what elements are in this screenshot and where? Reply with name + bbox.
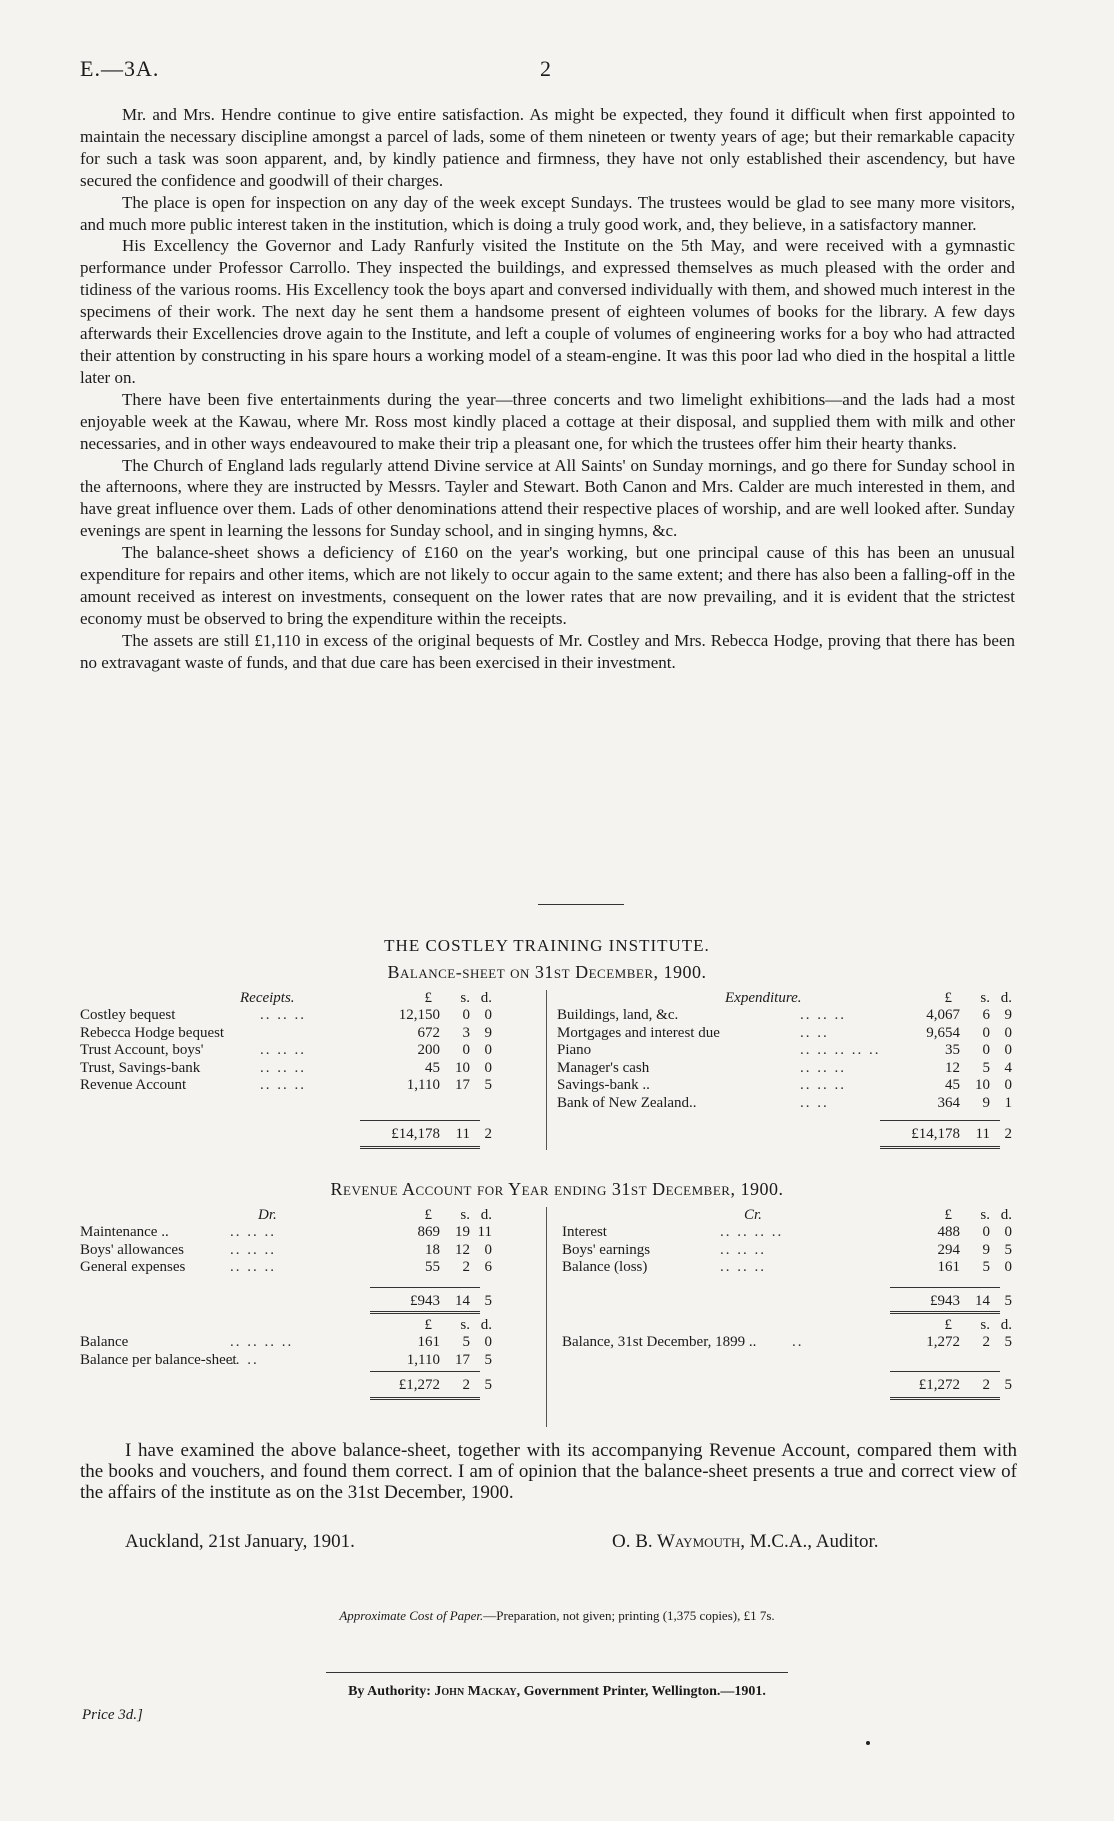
balance-credit-row-label: Balance, 31st December, 1899 ..: [562, 1334, 757, 1350]
authority-suffix: , Government Printer, Wellington.—1901.: [516, 1684, 766, 1699]
balance-debit-row-pounds: 161: [417, 1334, 440, 1350]
receipt-row-pounds: 45: [425, 1059, 440, 1076]
expenditure-row-label: Mortgages and interest due: [557, 1024, 720, 1041]
pounds-column-head: £: [944, 990, 952, 1006]
credit-row-pence: 0: [1004, 1224, 1012, 1240]
debit-row-pounds: 55: [425, 1259, 440, 1275]
expenditure-row-pence: 1: [1004, 1094, 1012, 1111]
credit-row-shillings: 9: [982, 1241, 990, 1258]
debit-row-label: Maintenance ..: [80, 1224, 169, 1240]
receipt-row-pence: 0: [484, 1042, 492, 1058]
credit-row-leader: .. .. ..: [720, 1241, 766, 1258]
debit-row-shillings: 2: [462, 1259, 470, 1275]
debit-row-shillings: 19: [455, 1224, 470, 1240]
paragraph: The balance-sheet shows a deficiency of £160 on the year's working, but one principal cause of this has been an unusual expenditure for repairs and other items, which are not likely to occur again to the same extent; and there has also been a falling-off in the amount received as interest on investments, consequent on the lower rates that are now prevailing, and it is evident that the strictest economy must be observed to bring the expenditure within the receipts.: [80, 543, 1015, 628]
expenditure-row-leader: .. ..: [800, 1094, 829, 1111]
pounds-column-head: £: [424, 990, 432, 1006]
receipt-row-shillings: 0: [462, 1042, 470, 1058]
printer-imprint: [0, 1684, 1114, 1700]
receipts-heading: Receipts.: [240, 990, 295, 1006]
printer-name: John Mackay: [434, 1684, 517, 1699]
subtotal-rule-right: [880, 1120, 1000, 1121]
expenditure-row-pence: 9: [1004, 1007, 1012, 1023]
receipt-row-leader: .. .. ..: [260, 1077, 306, 1093]
expenditure-row-leader: .. .. ..: [800, 1077, 846, 1093]
debit-row-shillings: 12: [455, 1241, 470, 1258]
balance-debit-row-label: Balance per balance-sheet: [80, 1351, 237, 1368]
credit-heading: Cr.: [744, 1207, 762, 1223]
receipt-row-leader: .. .. ..: [260, 1059, 306, 1076]
section-divider: [538, 904, 624, 905]
receipt-row-leader: .. .. ..: [260, 1042, 306, 1058]
balance-debit-row-pence: 5: [484, 1351, 492, 1368]
pounds-column-head: £: [424, 1317, 432, 1333]
balance-debit-row-label: Balance: [80, 1334, 129, 1350]
paragraph: There have been five entertainments during the year—three concerts and two limelight exhibitions—and the lads had a most enjoyable week at the Kawau, where Mr. Ross most kindly placed a cottage at their disposal, and supplied them with milk and other necessaries, and in other ways endeavoured to make their trip a pleasant one, for which the trustees offer him their hearty thanks.: [80, 389, 1015, 453]
shillings-column-head: s.: [460, 1317, 470, 1333]
balance-debit-row-shillings: 17: [455, 1351, 470, 1368]
credit-row-pence: 0: [1004, 1259, 1012, 1275]
print-speck: [866, 1741, 870, 1745]
cost-text: —Preparation, not given; printing (1,375 copies), £1 7s.: [483, 1608, 775, 1623]
pounds-column-head: £: [424, 1207, 432, 1223]
expenditure-total-shillings: 11: [975, 1126, 990, 1142]
expenditure-row-shillings: 10: [975, 1077, 990, 1093]
credits-total-pence: 5: [1004, 1293, 1012, 1309]
receipt-row-pence: 5: [484, 1077, 492, 1093]
document-reference: E.—3A.: [80, 56, 160, 81]
debit-row-pounds: 18: [425, 1241, 440, 1258]
shillings-column-head: s.: [980, 1207, 990, 1223]
receipt-row-label: Trust, Savings-bank: [80, 1059, 201, 1076]
receipt-row-shillings: 3: [462, 1024, 470, 1041]
receipt-row-label: Costley bequest: [80, 1007, 176, 1023]
credit-row-shillings: 0: [982, 1224, 990, 1240]
paragraph: His Excellency the Governor and Lady Ranfurly visited the Institute on the 5th May, and were received with a gymnastic performance under Professor Carrollo. They inspected the buildings, and expressed themselves as much pleased with the order and tidiness of the various rooms. His Excellency took the boys apart and conversed individually with them, and showed much interest in the specimens of their work. The next day he sent them a handsome present of eighteen volumes of books for the library. A few days afterwards their Excellencies drove again to the Institute, and left a couple of volumes of engineering works for a boy who had attracted their attention by constructing in his spare hours a working model of a steam-engine. It was this poor lad who died in the hospital a little later on.: [80, 236, 1015, 387]
expenditure-row-leader: .. .. ..: [800, 1059, 846, 1076]
expenditure-row-pounds: 45: [945, 1077, 960, 1093]
shillings-column-head: s.: [980, 1317, 990, 1333]
shillings-column-head: s.: [460, 1207, 470, 1223]
expenditure-row-shillings: 6: [982, 1007, 990, 1023]
receipt-row-shillings: 0: [462, 1007, 470, 1023]
debit-row-leader: .. .. ..: [230, 1241, 276, 1258]
debit-row-pence: 6: [484, 1259, 492, 1275]
auditor-certificate: [80, 1440, 1017, 1503]
receipts-total-pence: 2: [484, 1126, 492, 1142]
total-rule-right: [880, 1146, 1000, 1149]
expenditure-row-pounds: 4,067: [926, 1007, 960, 1023]
receipt-row-pounds: 12,150: [398, 1007, 440, 1023]
expenditure-row-pounds: 364: [937, 1094, 960, 1111]
receipt-row-shillings: 10: [455, 1059, 470, 1076]
receipt-row-pounds: 1,110: [406, 1077, 440, 1093]
credit-row-pounds: 488: [937, 1224, 960, 1240]
balance-debit-row-leader: .. ..: [230, 1351, 259, 1368]
institute-title: THE COSTLEY TRAINING INSTITUTE.: [384, 936, 710, 955]
footer-rule: [326, 1672, 788, 1673]
shillings-column-head: s.: [980, 990, 990, 1006]
debits-total-pounds: £943: [410, 1293, 440, 1309]
expenditure-row-pence: 4: [1004, 1059, 1012, 1076]
shillings-column-head: s.: [460, 990, 470, 1006]
credit-row-pence: 5: [1004, 1241, 1012, 1258]
cost-label: Approximate Cost of Paper.: [339, 1608, 484, 1623]
credit-row-label: Balance (loss): [562, 1259, 648, 1275]
subtotal-rule-left-2: [370, 1371, 480, 1372]
expenditure-row-label: Buildings, land, &c.: [557, 1007, 679, 1023]
debit-row-pounds: 869: [417, 1224, 440, 1240]
receipt-row-pounds: 672: [417, 1024, 440, 1041]
receipt-row-shillings: 17: [455, 1077, 470, 1093]
balance-debit-row-pence: 0: [484, 1334, 492, 1350]
revenue-account-table: [80, 1207, 1015, 1427]
balance-debit-row-pounds: 1,110: [406, 1351, 440, 1368]
expenditure-row-pounds: 9,654: [926, 1024, 960, 1041]
expenditure-row-label: Piano: [557, 1042, 592, 1058]
expenditure-row-leader: .. .. .. .. ..: [800, 1042, 881, 1058]
subtotal-rule-left: [370, 1287, 480, 1288]
balance-sheet-table: [80, 990, 1015, 1150]
receipts-total-shillings: 11: [455, 1126, 470, 1142]
expenditure-row-pence: 0: [1004, 1024, 1012, 1041]
subtotal-rule-left: [360, 1120, 480, 1121]
expenditure-row-shillings: 0: [982, 1024, 990, 1041]
auditor-title: , M.C.A., Auditor.: [740, 1531, 879, 1552]
balance-sheet-title: Balance-sheet on 31st December, 1900.: [387, 962, 707, 982]
receipt-row-label: Rebecca Hodge bequest: [80, 1024, 225, 1041]
credit-row-shillings: 5: [982, 1259, 990, 1275]
credits-total-pounds: £943: [930, 1293, 960, 1309]
paragraph: The assets are still £1,110 in excess of the original bequests of Mr. Costley and Mrs. Rebecca Hodge, proving that there has been no extravagant waste of funds, and that due care has been exercised in their investment.: [80, 630, 1015, 672]
balance-credit-row-pence: 5: [1004, 1334, 1012, 1350]
revenue-account-title: Revenue Account for Year ending 31st December, 1900.: [330, 1179, 784, 1199]
balance-credit-row-shillings: 2: [982, 1334, 990, 1350]
total-rule-left: [370, 1311, 480, 1314]
balance-credits-total-pence: 5: [1004, 1377, 1012, 1393]
debit-heading: Dr.: [258, 1207, 277, 1223]
balance-debits-total-shillings: 2: [462, 1377, 470, 1393]
expenditure-total-pence: 2: [1004, 1126, 1012, 1142]
debit-row-pence: 0: [484, 1241, 492, 1258]
expenditure-row-label: Manager's cash: [557, 1059, 650, 1076]
pounds-column-head: £: [944, 1207, 952, 1223]
debit-row-label: General expenses: [80, 1259, 186, 1275]
debit-row-label: Boys' allowances: [80, 1241, 184, 1258]
receipt-row-leader: .. .. ..: [260, 1007, 306, 1023]
receipt-row-pounds: 200: [417, 1042, 440, 1058]
debit-row-pence: 11: [477, 1224, 492, 1240]
balance-credits-total-shillings: 2: [982, 1377, 990, 1393]
expenditure-row-pence: 0: [1004, 1077, 1012, 1093]
expenditure-row-pence: 0: [1004, 1042, 1012, 1058]
total-rule-left: [360, 1146, 480, 1149]
credit-row-pounds: 161: [937, 1259, 960, 1275]
debit-row-leader: .. .. ..: [230, 1224, 276, 1240]
expenditure-row-label: Bank of New Zealand..: [557, 1094, 697, 1111]
expenditure-row-pounds: 12: [945, 1059, 960, 1076]
balance-debits-total-pounds: £1,272: [398, 1377, 440, 1393]
expenditure-row-leader: .. .. ..: [800, 1007, 846, 1023]
receipt-row-label: Trust Account, boys': [80, 1042, 204, 1058]
centre-rule: [546, 990, 547, 1150]
expenditure-row-leader: .. ..: [800, 1024, 829, 1041]
centre-rule: [546, 1207, 547, 1427]
receipt-row-pence: 0: [484, 1059, 492, 1076]
pounds-column-head: £: [944, 1317, 952, 1333]
subtotal-rule-right: [890, 1287, 1000, 1288]
debits-total-shillings: 14: [455, 1293, 470, 1309]
report-body: [80, 104, 1015, 674]
paragraph: The Church of England lads regularly attend Divine service at All Saints' on Sunday mornings, and go there for Sunday school in the afternoons, where they are instructed by Messrs. Tayler and Stewart. Both Canon and Mrs. Calder are much interested in them, and have great influence over them. Lads of other denominations attend their respective places of worship, and are well looked after. Sunday evenings are spent in learning the lessons for Sunday school, and in singing hymns, &c.: [80, 455, 1015, 541]
total-rule-left-2: [370, 1397, 480, 1400]
debit-row-leader: .. .. ..: [230, 1259, 276, 1275]
credit-row-label: Interest: [562, 1224, 607, 1240]
balance-credit-row-leader: ..: [792, 1334, 804, 1350]
pence-column-head: d.: [480, 1317, 492, 1333]
expenditure-row-pounds: 35: [945, 1042, 960, 1058]
auditor-signature: [612, 1531, 879, 1553]
credit-row-label: Boys' earnings: [562, 1241, 651, 1258]
balance-debits-total-pence: 5: [484, 1377, 492, 1393]
receipt-row-pence: 0: [484, 1007, 492, 1023]
pence-column-head: d.: [1000, 990, 1012, 1006]
subtotal-rule-right-2: [890, 1371, 1000, 1372]
credit-row-pounds: 294: [937, 1241, 960, 1258]
page-header: [80, 56, 1034, 86]
expenditure-heading: Expenditure.: [725, 990, 802, 1006]
balance-debit-row-shillings: 5: [462, 1334, 470, 1350]
debits-total-pence: 5: [484, 1293, 492, 1309]
expenditure-row-shillings: 9: [982, 1094, 990, 1111]
credit-row-leader: .. .. ..: [720, 1259, 766, 1275]
certificate-text: I have examined the above balance-sheet, together with its accompanying Revenue Account, compared them with the books and vouchers, and found them correct. I am of opinion that the balance-sheet presents a true and correct view of the affairs of the institute as on the 31st December, 1900.: [80, 1440, 1017, 1503]
paragraph: Mr. and Mrs. Hendre continue to give entire satisfaction. As might be expected, they found it difficult when first appointed to maintain the necessary discipline amongst a parcel of lads, some of them nineteen or twenty years of age; but their remarkable capacity for such a task was soon apparent, and, by kindly patience and firmness, they have not only established their ascendency, but have secured the confidence and goodwill of their charges.: [80, 105, 1015, 190]
pence-column-head: d.: [1000, 1207, 1012, 1223]
expenditure-row-shillings: 5: [982, 1059, 990, 1076]
auditor-name: O. B. Waymouth: [612, 1531, 741, 1552]
authority-prefix: By Authority:: [348, 1684, 435, 1699]
place-and-date: Auckland, 21st January, 1901.: [125, 1531, 355, 1552]
total-rule-right-2: [890, 1397, 1000, 1400]
pence-column-head: d.: [1000, 1317, 1012, 1333]
credits-total-shillings: 14: [975, 1293, 990, 1309]
expenditure-total-pounds: £14,178: [911, 1126, 960, 1142]
cost-note: [0, 1608, 1114, 1624]
price-note: Price 3d.]: [82, 1707, 143, 1723]
total-rule-right: [890, 1311, 1000, 1314]
balance-credits-total-pounds: £1,272: [918, 1377, 960, 1393]
page-number: 2: [540, 56, 551, 81]
balance-debit-row-leader: .. .. .. ..: [230, 1334, 294, 1350]
pence-column-head: d.: [480, 990, 492, 1006]
expenditure-row-shillings: 0: [982, 1042, 990, 1058]
receipts-total-pounds: £14,178: [391, 1126, 440, 1142]
balance-credit-row-pounds: 1,272: [926, 1334, 960, 1350]
pence-column-head: d.: [480, 1207, 492, 1223]
paragraph: The place is open for inspection on any day of the week except Sundays. The trustees would be glad to see many more visitors, and much more public interest taken in the institution, which is doing a truly good work, and, they believe, in a satisfactory manner.: [80, 192, 1015, 234]
receipt-row-pence: 9: [484, 1024, 492, 1041]
credit-row-leader: .. .. .. ..: [720, 1224, 784, 1240]
receipt-row-label: Revenue Account: [80, 1077, 187, 1093]
expenditure-row-label: Savings-bank ..: [557, 1077, 650, 1093]
